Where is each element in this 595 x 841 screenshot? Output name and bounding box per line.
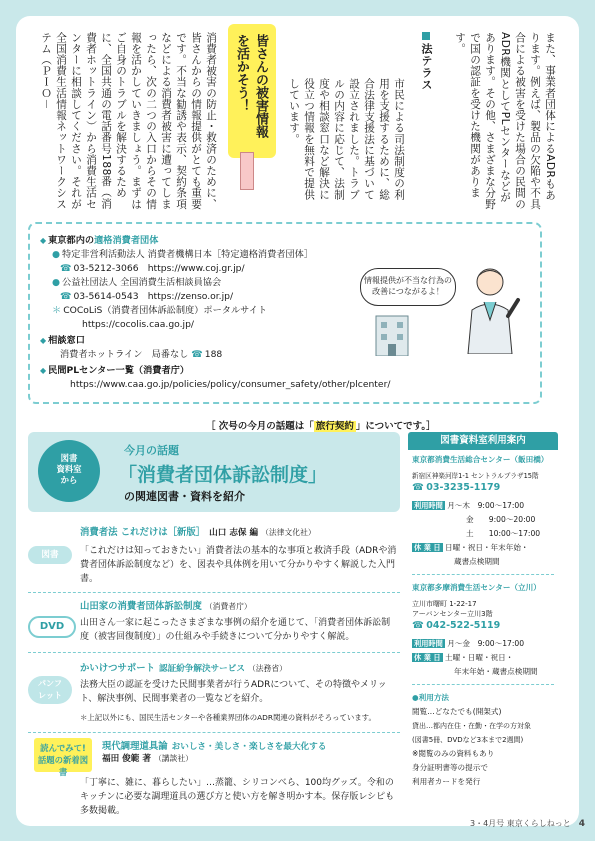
divider xyxy=(28,592,400,593)
divider xyxy=(412,574,554,575)
usage-line: 利用者カードを発行 xyxy=(412,777,481,786)
hotline[interactable]: 消費者ホットライン 局番なし ☎ 188 xyxy=(60,349,223,360)
callout-box: 皆さんの被害情報を活かそう！ xyxy=(228,24,276,158)
article-paragraph: 消費者被害の防止・救済のために、皆さんからの情報提供がとても重要です。不当な勧誘や表示、契約条項などによる消費者被害に遭ってしまったら、次の二つの入口からその情報を活かしていきましょう。まずはご自身のトラブルを解決するために、全国共通の電話番号188番（消費者ホットライン）から消費生活センターに相談してください。それが全国消費生活情報ネットワークシステム（ＰＩＯ－ xyxy=(40,32,217,210)
phone-icon: ☎ xyxy=(191,349,203,360)
cocolis-name: ＊ COCoLiS（消費者団体訴訟制度）ポータルサイト xyxy=(52,305,268,316)
item-tag: 図書 xyxy=(28,546,72,564)
phone-icon: ☎ xyxy=(412,620,424,631)
article-col2 xyxy=(288,78,406,210)
center2-address-1: 立川市曙町 1-22-17 xyxy=(412,600,477,608)
item-description: 山田さん一家に起こったさまざまな事例の紹介を通じて、「消費者団体訴訟制度（被害回復制度）」の仕組みや手続きについて分かりやすく解説。 xyxy=(80,618,391,642)
cocolis-link[interactable]: https://cocolis.caa.go.jp/ xyxy=(82,319,195,330)
item-description: 法務大臣の認証を受けた民間事業者が行うADRについて、その特徴やメリット、解決事例、民間事業者の一覧などを紹介。 xyxy=(80,680,387,704)
phone-icon: ☎ xyxy=(60,291,72,302)
divider xyxy=(28,652,400,653)
page-footer: 3・4月号 東京くらしねっと 4 xyxy=(470,819,585,829)
article-paragraph: また、事業者団体によるADRもあります。例えば、製品の欠陥や不具合による被害を受けた場合の民間のADR機関としてPLセンターなどがあります。その他、さまざまな分野で国の認証を受けた機関があります。 xyxy=(454,32,556,210)
item-heading: 山田家の消費者団体訴訟制度 （消費者庁） xyxy=(80,601,252,612)
item-heading: 現代調理道具論 おいしさ・美しさ・楽しさを最大化する xyxy=(102,741,327,752)
contacts-box xyxy=(28,222,542,404)
topic-subtitle: の関連図書・資料を紹介 xyxy=(124,490,245,503)
center2-address-2: アーバンセンター立川3階 xyxy=(412,610,493,618)
new-book-tag: 読んでみて! 話題の新着図書 xyxy=(34,738,92,772)
topic-title: 「消費者団体訴訟制度」 xyxy=(118,464,328,486)
center1-hours-1: 利用時間 月～木 9:00～17:00 xyxy=(414,501,525,510)
org2-name: ● 公益社団法人 全国消費生活相談員協会 xyxy=(52,277,222,288)
legal-terrace-heading: 法テラス xyxy=(418,32,434,91)
center2-name: 東京都多摩消費生活センター（立川） xyxy=(412,583,541,592)
item-description: 「これだけは知っておきたい」消費者法の基本的な事項と救済手段（ADRや消費者団体訴訟制度など）を、図表や具体例を用いて分かりやすく解説した入門書。 xyxy=(80,546,397,584)
org1-name: ● 特定非営利活動法人 消費者機構日本［特定適格消費者団体］ xyxy=(52,249,314,260)
center1-address: 新宿区神楽河岸1-1 セントラルプラザ15階 xyxy=(412,472,539,480)
page-number: 4 xyxy=(578,819,585,829)
usage-line: 閲覧…どなたでも(開架式) xyxy=(412,707,502,716)
item-tag: DVD xyxy=(28,616,76,638)
usage-heading: ●利用方法 xyxy=(412,693,450,702)
library-info xyxy=(408,432,558,820)
org2-contact[interactable]: ☎ 03-5614-0543 https://zenso.or.jp/ xyxy=(60,291,234,302)
list-item xyxy=(28,658,400,730)
topic-banner xyxy=(28,432,400,512)
usage-line: 貸出…都内在住・在勤・在学の方対象 xyxy=(412,722,531,730)
library-badge: 図書 資料室 から xyxy=(38,440,100,502)
list-item xyxy=(28,596,400,652)
plcenter-link[interactable]: https://www.caa.go.jp/policies/policy/consumer_safety/other/plcenter/ xyxy=(70,379,391,390)
center2-tel[interactable]: ☎ 042-522-5119 xyxy=(412,620,501,631)
center1-tel[interactable]: ☎ 03-3235-1179 xyxy=(412,482,501,493)
article-col1 xyxy=(452,32,557,210)
bullet-icon: ● xyxy=(52,277,61,288)
usage-line: ※閲覧のみの資料もあり xyxy=(412,749,495,758)
center1-hours-2: 金 9:00～20:00 xyxy=(466,515,536,524)
org1-contact[interactable]: ☎ 03-5212-3066 https://www.coj.gr.jp/ xyxy=(60,263,245,274)
center1-name: 東京都消費生活総合センター（飯田橋） xyxy=(412,455,549,464)
item-heading: 消費者法 これだけは［新版］ 山口 志保 編 （法律文化社） xyxy=(80,527,316,538)
consult-heading: ◆ 相談窓口 xyxy=(40,335,85,346)
topic-label: 今月の話題 xyxy=(124,444,179,457)
center1-closed-2: 蔵書点検期間 xyxy=(454,557,500,566)
usage-line: 身分証明書等の提示で xyxy=(412,763,488,772)
item-note: ＊上記以外にも、国民生活センターや各種業界団体のADR関連の資料がそろっています。 xyxy=(80,713,376,722)
item-tag: パンフ レット xyxy=(28,676,72,704)
diamond-icon: ◆ xyxy=(40,236,47,245)
star-icon: ＊ xyxy=(52,305,62,316)
center2-closed: 休 業 日 土曜・日曜・祝日・ xyxy=(414,653,514,662)
person-illustration-icon xyxy=(458,260,522,354)
diamond-icon: ◆ xyxy=(40,336,47,345)
building-icon xyxy=(372,310,412,356)
divider xyxy=(28,732,400,733)
phone-icon: ☎ xyxy=(412,482,424,493)
list-item xyxy=(28,736,400,816)
center1-closed: 休 業 日 日曜・祝日・年末年始・ xyxy=(414,543,529,552)
square-bullet-icon xyxy=(422,32,430,40)
plcenter-heading: ◆ 民間PLセンター一覧（消費者庁） xyxy=(40,365,190,376)
item-author: 福田 俊範 著 （講談社） xyxy=(102,754,193,764)
next-topic-note: ［ 次号の今月の話題は「 旅行契約 」についてです。］ xyxy=(206,421,436,432)
pencil-icon xyxy=(240,152,254,190)
divider xyxy=(412,684,554,685)
list-item xyxy=(28,520,400,590)
phone-icon: ☎ xyxy=(60,263,72,274)
library-info-title: 図書資料室利用案内 xyxy=(408,432,558,450)
contacts-group-heading: ◆ 東京都内の適格消費者団体 xyxy=(40,235,159,246)
article-paragraph: 市民による司法制度の利用を支援するために、総合法律支援法に基づいて設立されました。トラブルの内容に応じて、法制度や相談窓口など解決に役立つ情報を無料で提供しています。 xyxy=(288,78,405,201)
speech-bubble: 情報提供が不当な行為の改善につながるよ！ xyxy=(360,268,456,306)
center2-hours: 利用時間 月～金 9:00～17:00 xyxy=(414,639,525,648)
bullet-icon: ● xyxy=(52,249,61,260)
item-heading: かいけつサポート 認証紛争解決サービス （法務省） xyxy=(80,663,287,674)
center2-closed-2: 年末年始・蔵書点検期間 xyxy=(454,667,538,676)
diamond-icon: ◆ xyxy=(40,366,47,375)
item-description: 「丁寧に、雑に、暮らしたい」…蒸籠、シリコンべら、100均グッズ。令和のキッチンに必要な調理道具の選び方と使い方を解き明かす本。保存版レシピも多数掲載。 xyxy=(80,778,395,816)
usage-line: (図書5冊、DVDなど3本まで2週間) xyxy=(412,736,524,744)
center1-hours-3: 土 10:00～17:00 xyxy=(466,529,541,538)
article-col3 xyxy=(34,32,218,210)
